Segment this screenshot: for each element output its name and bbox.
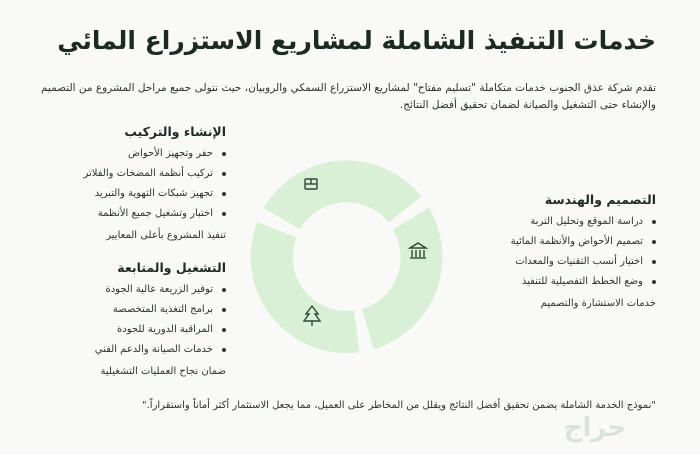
section-install-note: تنفيذ المشروع بأعلى المعايير xyxy=(106,230,226,241)
list-item: برامج التغذية المتخصصة xyxy=(26,300,226,320)
list-item: خدمات الصيانة والدعم الفني xyxy=(26,340,226,360)
services-donut-diagram xyxy=(236,146,458,368)
donut-segment-design xyxy=(362,208,442,349)
section-design-list xyxy=(456,212,656,292)
section-install xyxy=(26,124,226,246)
donut-segment-ops xyxy=(251,222,360,353)
section-design xyxy=(456,192,656,314)
section-design-note: خدمات الاستشارة والتصميم xyxy=(540,298,656,309)
page-title: خدمات التنفيذ الشاملة لمشاريع الاستزراع المائي xyxy=(57,26,656,55)
list-item: توفير الزريعة عالية الجودة xyxy=(26,280,226,300)
list-item: حفر وتجهيز الأحواض xyxy=(26,144,226,164)
list-item: المراقبة الدورية للجودة xyxy=(26,320,226,340)
section-ops-note: ضمان نجاح العمليات التشغيلية xyxy=(100,366,226,377)
section-install-list xyxy=(26,144,226,224)
list-item: تصميم الأحواض والأنظمة المائية xyxy=(456,232,656,252)
section-ops-title: التشغيل والمتابعة xyxy=(117,260,226,275)
donut-segment-install xyxy=(264,160,422,229)
section-ops-list xyxy=(26,280,226,360)
list-item: وضع الخطط التفصيلية للتنفيذ xyxy=(456,272,656,292)
list-item: تركيب أنظمة المضخات والفلاتر xyxy=(26,164,226,184)
watermark-logo: حراج xyxy=(563,413,627,443)
section-design-title: التصميم والهندسة xyxy=(544,192,656,207)
intro-paragraph: تقدم شركة عذق الجنوب خدمات متكاملة "تسليم مفتاح" لمشاريع الاستزراع السمكي والروبيان، حيث نتولى جميع مراحل المشروع من التصميم والإنشاء حتى التشغيل والصيانة لضمان تحقيق أفضل النتائج. xyxy=(40,82,656,111)
list-item: اختبار وتشغيل جميع الأنظمة xyxy=(26,204,226,224)
closing-quote: "نموذج الخدمة الشاملة يضمن تحقيق أفضل النتائج ويقلل من المخاطر على العميل، مما يجعل الاستثمار أكثر أماناً واستقراراً." xyxy=(142,400,656,411)
list-item: اختيار أنسب التقنيات والمعدات xyxy=(456,252,656,272)
section-ops xyxy=(26,260,226,382)
list-item: تجهيز شبكات التهوية والتبريد xyxy=(26,184,226,204)
list-item: دراسة الموقع وتحليل التربة xyxy=(456,212,656,232)
section-install-title: الإنشاء والتركيب xyxy=(124,124,226,139)
